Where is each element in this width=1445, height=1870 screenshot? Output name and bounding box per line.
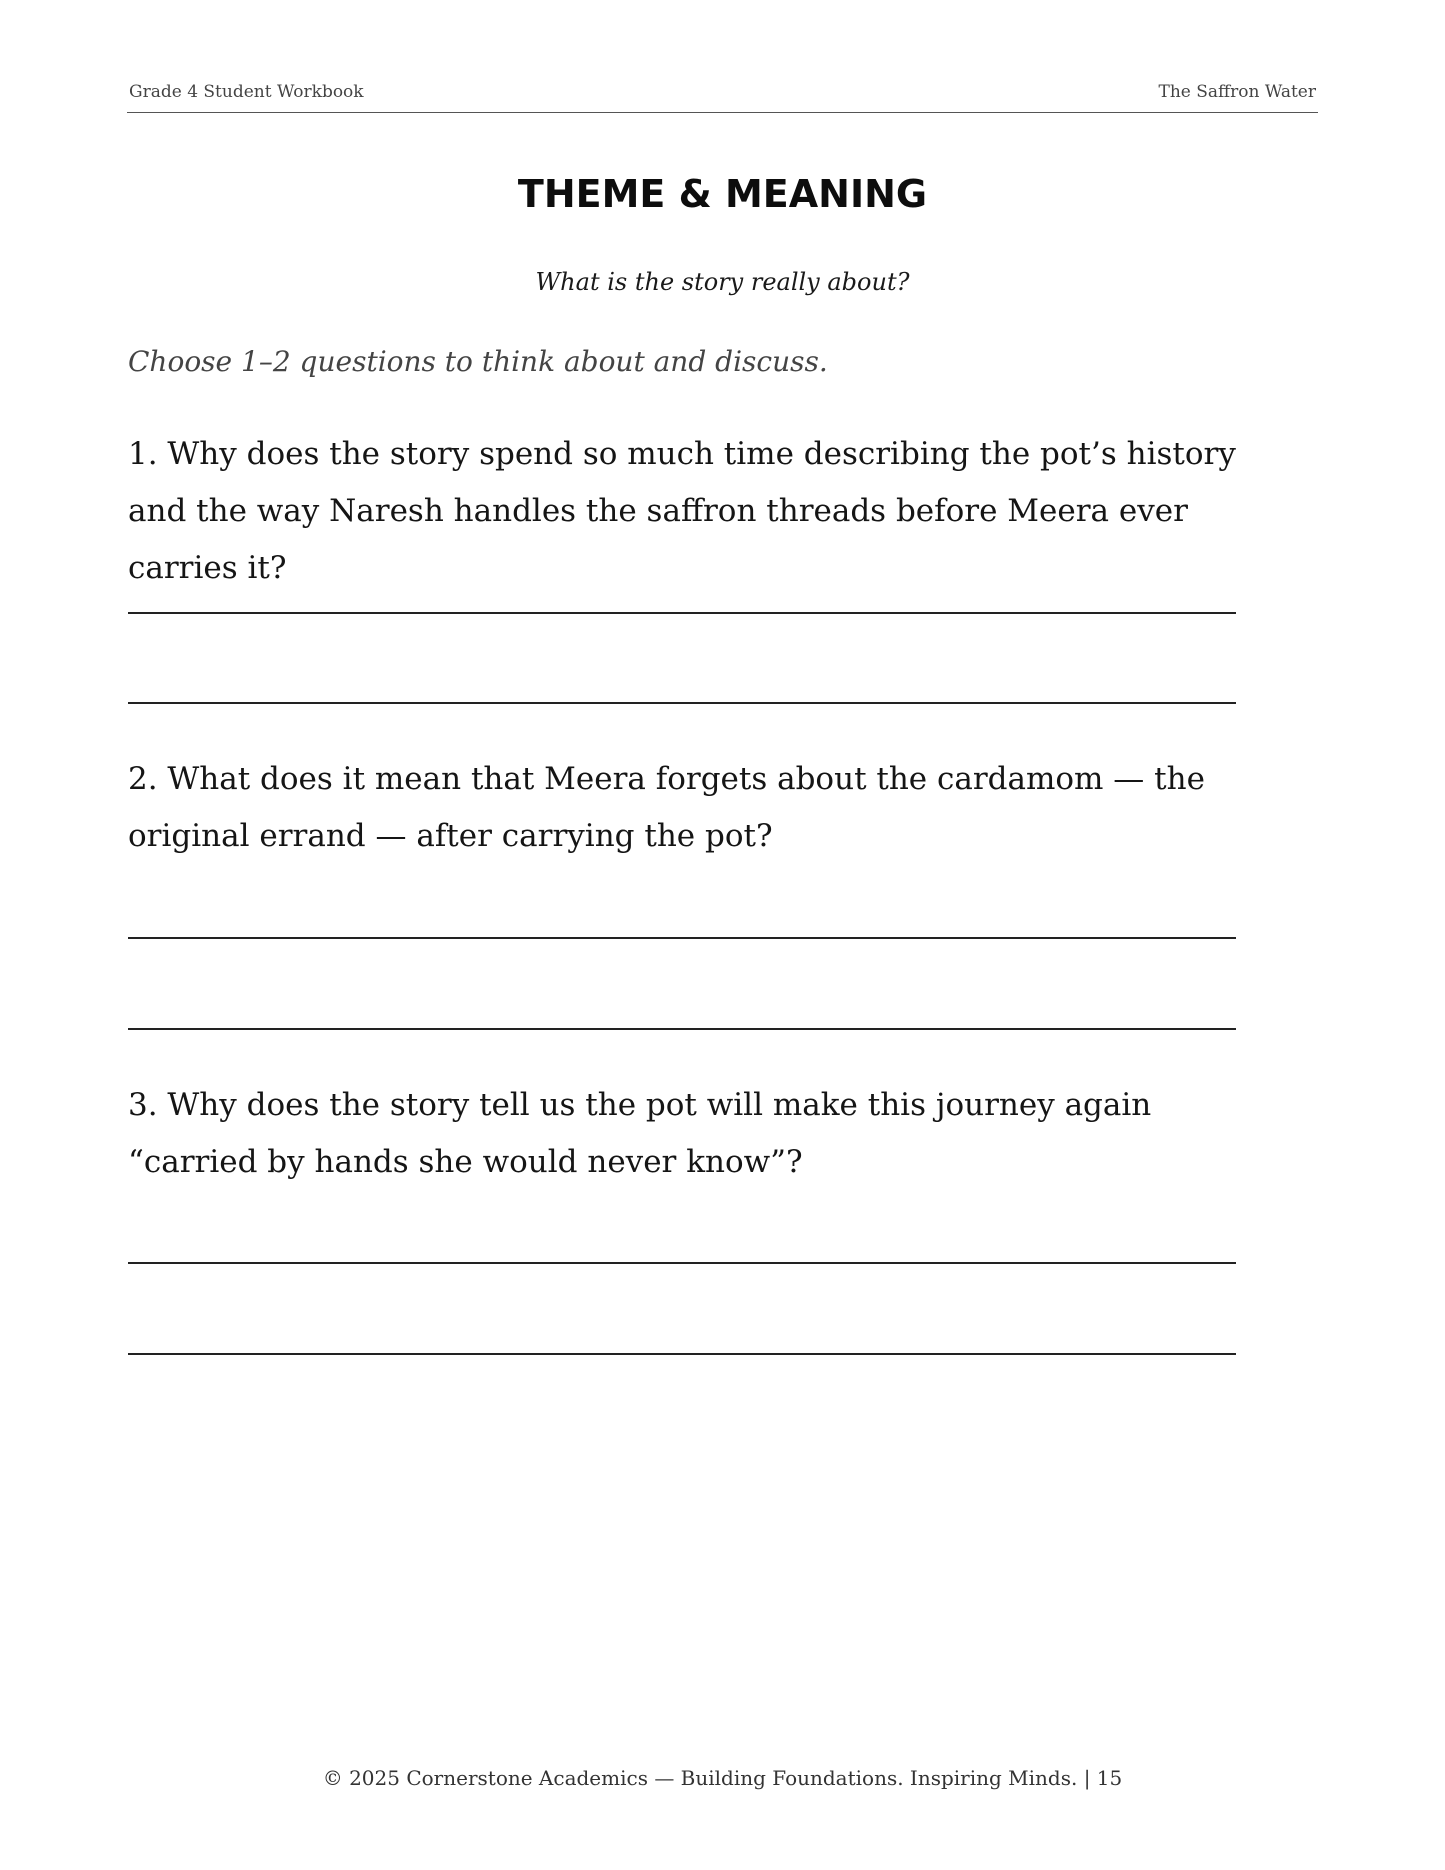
answer-line[interactable] — [128, 937, 1236, 939]
header-story-title: The Saffron Water — [1158, 82, 1316, 102]
answer-line[interactable] — [128, 612, 1236, 614]
page-title: THEME & MEANING — [517, 172, 928, 216]
instructions: Choose 1–2 questions to think about and discuss. — [128, 345, 828, 378]
running-header — [127, 82, 1318, 113]
answer-line[interactable] — [128, 1262, 1236, 1264]
question-1: 1. Why does the story spend so much time describing the pot’s history and the way Naresh handles the saffron threads before Meera ever carries it? — [128, 436, 1236, 586]
question-2: 2. What does it mean that Meera forgets about the cardamom — the original errand — after carrying the pot? — [128, 761, 1205, 854]
question-3: 3. Why does the story tell us the pot will make this journey again “carried by hands she would never know”? — [128, 1087, 1152, 1180]
answer-line[interactable] — [128, 702, 1236, 704]
answer-line[interactable] — [128, 1028, 1236, 1030]
page-subtitle: What is the story really about? — [535, 268, 910, 296]
answer-line[interactable] — [128, 1353, 1236, 1355]
page-footer: © 2025 Cornerstone Academics — Building Foundations. Inspiring Minds. | 15 — [322, 1766, 1123, 1790]
header-workbook-label: Grade 4 Student Workbook — [129, 82, 364, 102]
